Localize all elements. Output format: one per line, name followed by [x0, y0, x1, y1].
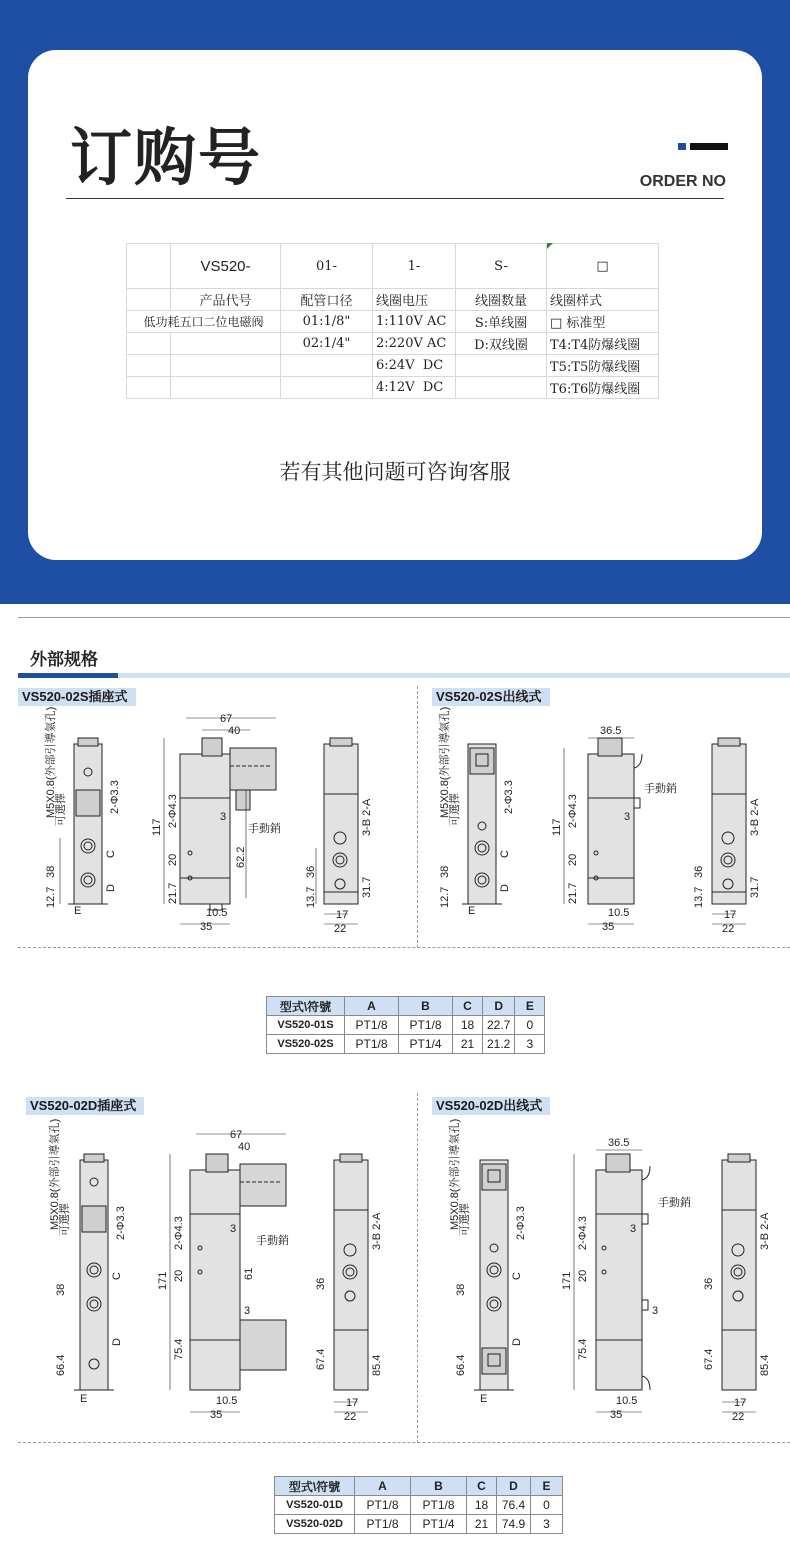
dim-label: 10.5 — [206, 907, 228, 919]
dim-label: C — [499, 850, 511, 858]
ports-label: 3-B 2-A — [371, 1212, 383, 1250]
table-cell — [171, 333, 281, 355]
manual-pin-label: 手動銷 — [644, 783, 677, 795]
panel-label-02s-plug: VS520-02S插座式 — [18, 688, 136, 706]
order-code-cell: 01- — [281, 244, 373, 289]
dim-label: 21.7 — [567, 882, 579, 904]
dim-label: 35 — [210, 1409, 223, 1421]
drawing-02s-plug — [40, 708, 410, 936]
panel-divider — [18, 947, 790, 948]
dim-label: 31.7 — [361, 876, 373, 898]
dim-label: 3 — [230, 1223, 237, 1235]
spec-title-underline — [18, 673, 790, 678]
dim-label: 171 — [561, 1271, 573, 1290]
dim-label: 36.5 — [608, 1137, 630, 1149]
m5-note: M5X0.8(外部引導氣孔) — [449, 1118, 461, 1230]
corner-marker — [547, 243, 553, 249]
table-cell — [171, 377, 281, 399]
dim-label: 85.4 — [371, 1354, 383, 1376]
dim-label: 3 — [220, 811, 227, 823]
ports-label: 3-B 2-A — [361, 798, 373, 836]
table-cell: D:双线圈 — [456, 333, 547, 355]
dim-label: 10.5 — [216, 1395, 238, 1407]
exhaust-note: 可選擇 — [459, 1203, 471, 1236]
manual-pin-label: 手動銷 — [658, 1197, 691, 1209]
hole-label: 2-Φ3.3 — [515, 1206, 527, 1240]
table-cell — [281, 377, 373, 399]
m5-note: M5X0.8(外部引導氣孔) — [439, 706, 451, 818]
section-divider — [18, 617, 790, 618]
panel-label-02d-wire: VS520-02D出线式 — [432, 1097, 550, 1115]
dim-label: 20 — [167, 853, 179, 866]
dim-label: 62.2 — [235, 846, 247, 868]
table-cell — [127, 333, 171, 355]
table-header-cell: D — [483, 997, 515, 1016]
product-description: 低功耗五口二位电磁阀 — [127, 311, 281, 333]
dim-label: 12.7 — [45, 886, 57, 908]
dim-label: 3 — [652, 1305, 659, 1317]
dim-label: C — [105, 850, 117, 858]
dim-label: 117 — [551, 818, 563, 836]
dim-label: C — [111, 1272, 123, 1280]
dim-label: 117 — [151, 818, 163, 836]
table-cell: 21 — [453, 1035, 483, 1054]
dim-label: 67 — [220, 713, 233, 725]
dim-label: 66.4 — [455, 1354, 467, 1376]
table-row — [127, 377, 659, 399]
table-cell: 3 — [531, 1515, 563, 1534]
table-header-cell: C — [453, 997, 483, 1016]
table-cell: 18 — [467, 1496, 497, 1515]
order-label-row — [127, 289, 659, 311]
order-title: 订购号 — [70, 121, 263, 194]
dim-label: 35 — [610, 1409, 623, 1421]
dim-label: 36 — [693, 865, 705, 878]
order-label-cell: 线圈电压 — [373, 289, 456, 311]
dim-label: E — [468, 905, 476, 917]
dim-label: 20 — [567, 853, 579, 866]
panel-divider — [18, 1442, 790, 1443]
dim-label: 38 — [45, 865, 57, 878]
dim-label: 35 — [200, 921, 213, 933]
table-cell: 18 — [453, 1016, 483, 1035]
dim-label: 75.4 — [577, 1338, 589, 1360]
dim-label: 13.7 — [305, 886, 317, 908]
dim-label: 3 — [624, 811, 631, 823]
spec-title: 外部规格 — [30, 650, 98, 670]
contact-note: 若有其他问题可咨询客服 — [279, 460, 511, 484]
dim-label: 36 — [305, 865, 317, 878]
table-header-cell: 型式\符號 — [267, 997, 345, 1016]
order-label-cell: 配管口径 — [281, 289, 373, 311]
dim-label: E — [80, 1393, 88, 1405]
dim-label: 36 — [315, 1277, 327, 1290]
table-cell — [171, 355, 281, 377]
table-header-cell: A — [355, 1477, 411, 1496]
table-cell: 21 — [467, 1515, 497, 1534]
table-cell: PT1/8 — [399, 1016, 453, 1035]
dim-label: 22 — [344, 1411, 357, 1423]
table-row — [267, 1035, 545, 1054]
table-row — [127, 311, 659, 333]
ports-label: 3-B 2-A — [759, 1212, 771, 1250]
dim-label: 21.7 — [167, 882, 179, 904]
dim-label: C — [511, 1272, 523, 1280]
hole-label: 2-Φ3.3 — [109, 780, 121, 814]
table-cell: VS520-02S — [267, 1035, 345, 1054]
dim-label: E — [480, 1393, 488, 1405]
table-header-row — [267, 997, 545, 1016]
drawing-02d-plug — [40, 1120, 410, 1430]
table-row — [275, 1515, 563, 1534]
table-cell: PT1/8 — [345, 1016, 399, 1035]
title-divider — [66, 198, 724, 199]
table-cell: PT1/8 — [355, 1515, 411, 1534]
table-header-cell: E — [515, 997, 545, 1016]
dim-label: D — [111, 1338, 123, 1346]
dim-label: D — [511, 1338, 523, 1346]
table-cell: 74.9 — [497, 1515, 531, 1534]
table-cell: 02:1/4" — [281, 333, 373, 355]
dim-label: 35 — [602, 921, 615, 933]
dim-label: 10.5 — [616, 1395, 638, 1407]
table-row — [127, 333, 659, 355]
table-header-cell: D — [497, 1477, 531, 1496]
table-cell: PT1/4 — [411, 1515, 467, 1534]
table-cell: 01:1/8" — [281, 311, 373, 333]
hole-label: 2-Φ3.3 — [115, 1206, 127, 1240]
order-code-table — [126, 243, 659, 399]
ports-label: 3-B 2-A — [749, 798, 761, 836]
dim-label: 12.7 — [439, 886, 451, 908]
dim-label: 22 — [722, 923, 735, 935]
table-cell: 3 — [515, 1035, 545, 1054]
order-label-cell: 线圈样式 — [547, 289, 659, 311]
m5-note: M5X0.8(外部引導氣孔) — [49, 1118, 61, 1230]
table-cell: T6:T6防爆线圈 — [547, 377, 659, 399]
dim-label: D — [105, 884, 117, 892]
dim-label: 22 — [732, 1411, 745, 1423]
table-cell: 21.2 — [483, 1035, 515, 1054]
drawing-02d-wire — [440, 1120, 786, 1430]
table-cell: 6:24V DC — [373, 355, 456, 377]
table-cell — [127, 355, 171, 377]
panel-divider — [417, 686, 418, 948]
order-code-cell: VS520- — [171, 244, 281, 289]
table-cell: T5:T5防爆线圈 — [547, 355, 659, 377]
order-code-cell: S- — [456, 244, 547, 289]
dim-label: E — [74, 905, 82, 917]
order-subtitle-en: ORDER NO — [639, 173, 726, 190]
table-cell: 22.7 — [483, 1016, 515, 1035]
table-header-cell: E — [531, 1477, 563, 1496]
table-cell: PT1/8 — [355, 1496, 411, 1515]
table-header-row — [275, 1477, 563, 1496]
dimension-table-d — [274, 1476, 563, 1534]
table-cell — [281, 355, 373, 377]
table-cell: PT1/8 — [345, 1035, 399, 1054]
dim-label: 38 — [439, 865, 451, 878]
panel-label-02s-wire: VS520-02S出线式 — [432, 688, 550, 706]
manual-pin-label: 手動銷 — [248, 823, 281, 835]
table-cell: 0 — [515, 1016, 545, 1035]
table-row — [275, 1496, 563, 1515]
table-cell — [456, 377, 547, 399]
dim-label: 61 — [243, 1267, 255, 1280]
dim-label: 3 — [630, 1223, 637, 1235]
hole-label: 2-Φ4.3 — [167, 794, 179, 828]
exhaust-note: 可選擇 — [449, 793, 461, 826]
table-cell: 1:110V AC — [373, 311, 456, 333]
table-cell — [456, 355, 547, 377]
dim-label: 3 — [244, 1305, 251, 1317]
dim-label: 20 — [577, 1269, 589, 1282]
hole-label: 2-Φ4.3 — [577, 1216, 589, 1250]
dim-label: 17 — [336, 909, 349, 921]
order-code-cell: 1- — [373, 244, 456, 289]
panel-divider — [417, 1093, 418, 1443]
dim-label: 17 — [734, 1397, 747, 1409]
table-cell: T4:T4防爆线圈 — [547, 333, 659, 355]
table-header-cell: A — [345, 997, 399, 1016]
dim-label: 13.7 — [693, 886, 705, 908]
table-cell: 2:220V AC — [373, 333, 456, 355]
order-label-cell: 产品代号 — [171, 289, 281, 311]
dim-label: 40 — [238, 1141, 251, 1153]
dim-label: 36.5 — [600, 725, 622, 737]
dim-label: 17 — [724, 909, 737, 921]
dim-label: 10.5 — [608, 907, 630, 919]
table-header-cell: B — [411, 1477, 467, 1496]
table-header-cell: 型式\符號 — [275, 1477, 355, 1496]
m5-note: M5X0.8(外部引導氣孔) — [45, 706, 57, 818]
table-cell: VS520-01D — [275, 1496, 355, 1515]
dim-label: 85.4 — [759, 1354, 771, 1376]
dim-label: 171 — [157, 1271, 169, 1290]
order-code-cell: □ — [547, 244, 659, 289]
table-row — [267, 1016, 545, 1035]
exhaust-note: 可選擇 — [55, 793, 67, 826]
table-cell: VS520-02D — [275, 1515, 355, 1534]
dim-label: 20 — [173, 1269, 185, 1282]
table-cell — [127, 377, 171, 399]
dim-label: 38 — [55, 1283, 67, 1296]
order-code-row — [127, 244, 659, 289]
dim-label: 67.4 — [703, 1348, 715, 1370]
table-header-cell: C — [467, 1477, 497, 1496]
table-row — [127, 355, 659, 377]
table-cell: S:单线圈 — [456, 311, 547, 333]
dim-label: 38 — [455, 1283, 467, 1296]
exhaust-note: 可選擇 — [59, 1203, 71, 1236]
table-header-cell: B — [399, 997, 453, 1016]
table-cell: 76.4 — [497, 1496, 531, 1515]
order-code-cell — [127, 244, 171, 289]
dim-label: 40 — [228, 725, 241, 737]
table-cell: □ 标准型 — [547, 311, 659, 333]
table-cell: PT1/4 — [399, 1035, 453, 1054]
hole-label: 2-Φ3.3 — [503, 780, 515, 814]
dim-label: 66.4 — [55, 1354, 67, 1376]
dim-label: D — [499, 884, 511, 892]
dim-label: 22 — [334, 923, 347, 935]
dim-label: 67 — [230, 1129, 243, 1141]
dimension-table-s — [266, 996, 545, 1054]
dim-label: 75.4 — [173, 1338, 185, 1360]
table-cell: 4:12V DC — [373, 377, 456, 399]
order-label-cell: 线圈数量 — [456, 289, 547, 311]
hole-label: 2-Φ4.3 — [567, 794, 579, 828]
manual-pin-label: 手動銷 — [256, 1235, 289, 1247]
table-cell: PT1/8 — [411, 1496, 467, 1515]
dim-label: 17 — [346, 1397, 359, 1409]
dim-label: 67.4 — [315, 1348, 327, 1370]
dim-label: 36 — [703, 1277, 715, 1290]
table-cell: 0 — [531, 1496, 563, 1515]
panel-label-02d-plug: VS520-02D插座式 — [26, 1097, 144, 1115]
hole-label: 2-Φ4.3 — [173, 1216, 185, 1250]
drawing-02s-wire — [436, 708, 786, 936]
table-cell: VS520-01S — [267, 1016, 345, 1035]
order-label-cell — [127, 289, 171, 311]
dim-label: 31.7 — [749, 876, 761, 898]
